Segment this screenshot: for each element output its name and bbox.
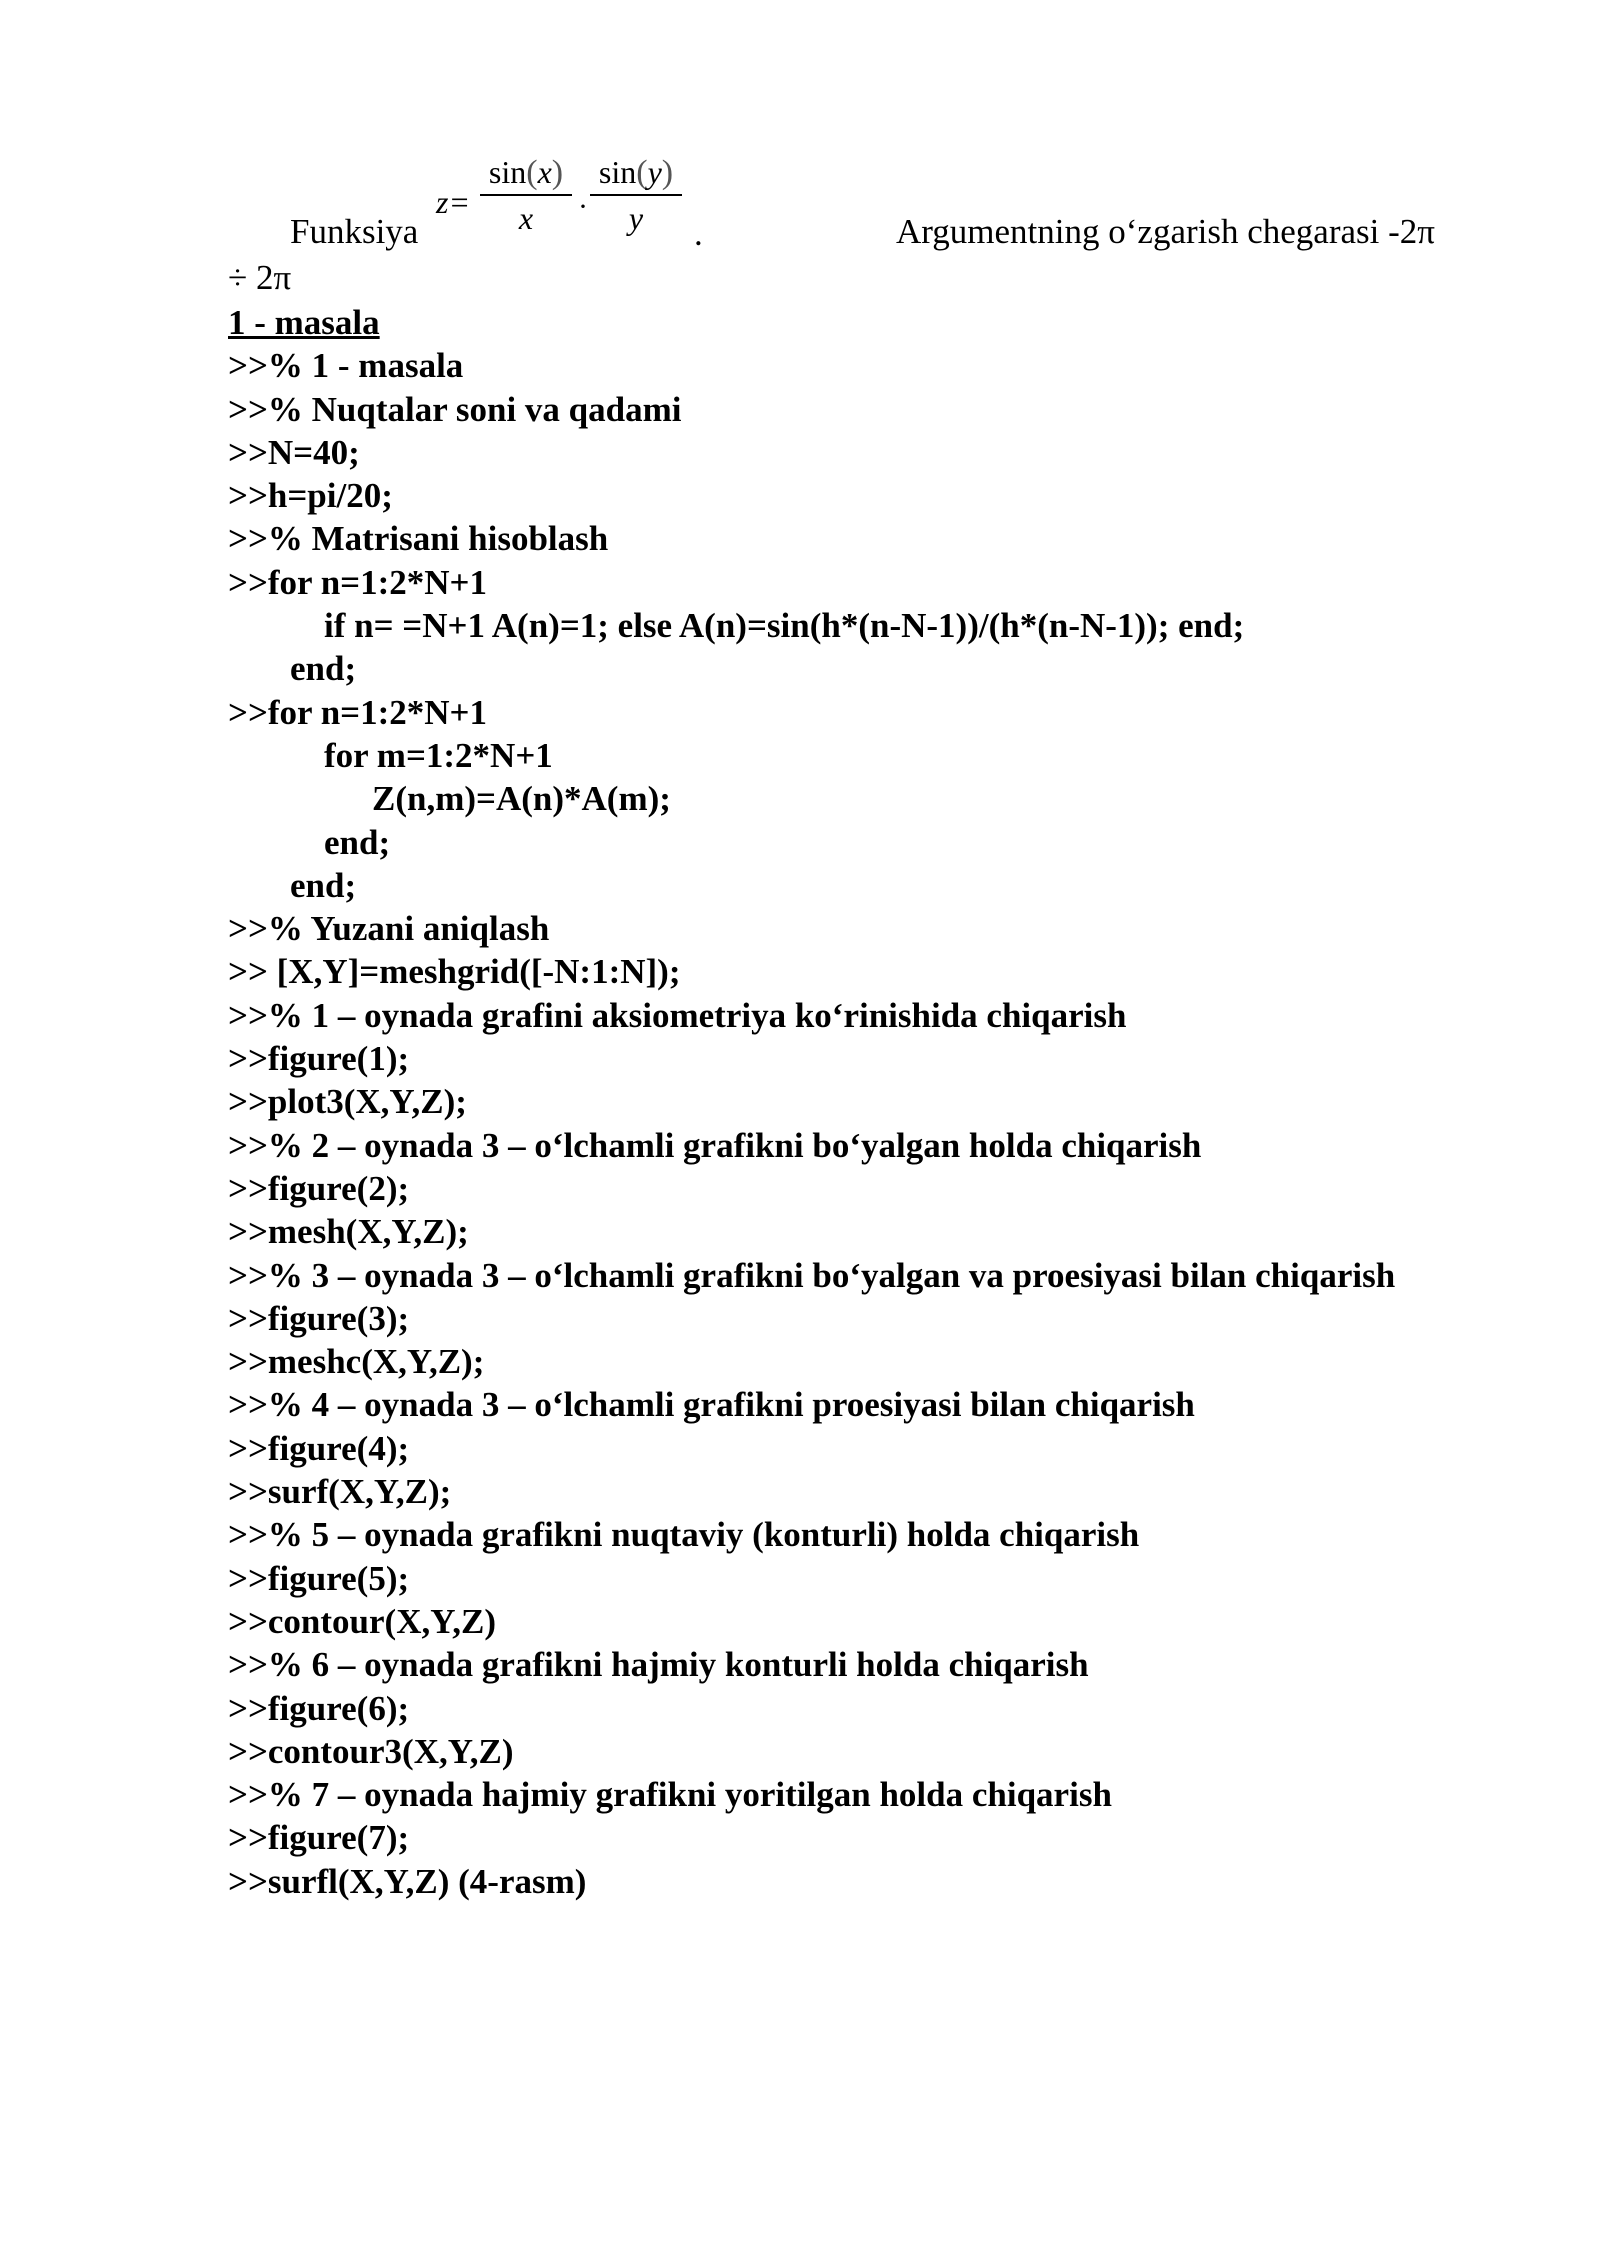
function-formula (436, 150, 706, 260)
code-line: >>% 1 – oynada grafini aksiometriya ko‘rinishida chiqarish (228, 995, 1127, 1035)
formula-multiply-dot: · (578, 190, 588, 223)
code-line: >>h=pi/20; (228, 476, 393, 516)
formula-var-x: x (537, 154, 552, 190)
code-line: end; (324, 822, 391, 862)
formula-period: . (694, 214, 703, 253)
code-line: >>for n=1:2*N+1 (228, 692, 487, 732)
code-line: >>figure(5); (228, 1558, 410, 1598)
code-line: >>% 4 – oynada 3 – o‘lchamli grafikni proesiyasi bilan chiqarish (228, 1385, 1195, 1425)
formula-denominator-x: x (518, 200, 534, 236)
code-line: >>% Matrisani hisoblash (228, 519, 609, 559)
code-line: >>% 1 - masala (228, 346, 464, 386)
formula-denominator-y: y (628, 200, 644, 236)
code-line: >>meshc(X,Y,Z); (228, 1342, 485, 1382)
formula-numerator-y: sin(y) (598, 154, 674, 191)
code-line: >>% 7 – oynada hajmiy grafikni yoritilgan holda chiqarish (228, 1775, 1112, 1815)
code-line: >>figure(3); (228, 1298, 410, 1338)
code-line: >> [X,Y]=meshgrid([-N:1:N]); (228, 952, 681, 992)
code-line: >>% Yuzani aniqlash (228, 909, 550, 949)
code-line: >>% 6 – oynada grafikni hajmiy konturli holda chiqarish (228, 1645, 1089, 1685)
formula-fraction-x (476, 150, 576, 240)
formula-fraction-y (586, 150, 686, 240)
code-line: Z(n,m)=A(n)*A(m); (372, 779, 671, 819)
range-continuation: ÷ 2π (228, 258, 292, 297)
code-listing (228, 301, 1518, 1903)
formula-sin-y: sin (598, 154, 637, 190)
code-line: >>% 5 – oynada grafikni nuqtaviy (konturli) holda chiqarish (228, 1515, 1140, 1555)
code-line: if n= =N+1 A(n)=1; else A(n)=sin(h*(n-N-1))/(h*(n-N-1)); end; (324, 606, 1245, 646)
formula-z: z= (436, 184, 471, 220)
code-line: >>figure(2); (228, 1168, 410, 1208)
code-line: >>plot3(X,Y,Z); (228, 1082, 467, 1122)
code-line: >>% Nuqtalar soni va qadami (228, 389, 682, 429)
code-line: >>% 3 – oynada 3 – o‘lchamli grafikni bo‘yalgan va proesiyasi bilan chiqarish (228, 1255, 1396, 1295)
code-line: end; (290, 865, 357, 905)
code-line: >>contour3(X,Y,Z) (228, 1731, 514, 1771)
code-line: >>% 2 – oynada 3 – o‘lchamli grafikni bo‘yalgan holda chiqarish (228, 1125, 1202, 1165)
code-line: >>figure(1); (228, 1039, 410, 1079)
argument-range-text: Argumentning o‘zgarish chegarasi -2π (896, 212, 1435, 251)
code-line: >>contour(X,Y,Z) (228, 1601, 497, 1641)
formula-var-y: y (647, 154, 662, 190)
code-line: >>figure(4); (228, 1428, 410, 1468)
section-heading: 1 - masala (228, 303, 380, 342)
code-line: >>N=40; (228, 432, 360, 472)
code-line: end; (290, 649, 357, 689)
formula-numerator-x: sin(x) (488, 154, 564, 191)
function-definition-line (0, 150, 1600, 260)
code-line: >>for n=1:2*N+1 (228, 562, 487, 602)
code-line: >>mesh(X,Y,Z); (228, 1212, 469, 1252)
formula-sin-x: sin (488, 154, 527, 190)
code-line: >>figure(6); (228, 1688, 410, 1728)
code-line: >>surf(X,Y,Z); (228, 1472, 452, 1512)
code-line: >>surfl(X,Y,Z) (4-rasm) (228, 1861, 587, 1901)
code-line: >>figure(7); (228, 1818, 410, 1858)
code-line: for m=1:2*N+1 (324, 735, 553, 775)
funksiya-label: Funksiya (290, 212, 419, 251)
